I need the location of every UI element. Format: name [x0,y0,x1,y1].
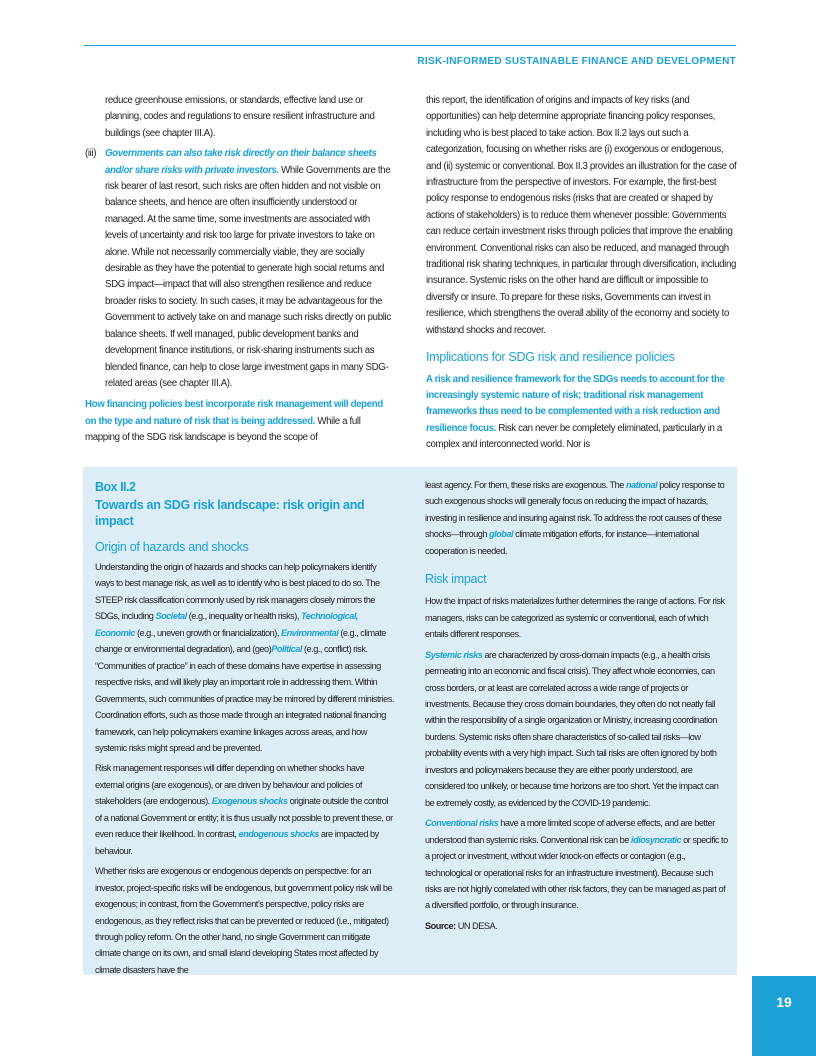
box-title: Towards an SDG risk landscape: risk origin and impact [95,498,365,528]
term-systemic-risks: Systemic risks [425,649,483,660]
text-run: (e.g., uneven growth or financialization), [134,627,281,638]
box-origin-paragraph [95,559,394,756]
text-run: Risk management responses will differ depending on whether shocks have external origins (are exogenous), or are driven by behaviour and policies of stakeholders (are endogenous). [95,763,365,807]
source-label: Source: [425,920,456,931]
continued-paragraph: reduce greenhouse emissions, or standards, effective land use or planning, codes and regulations to ensure resilient infrastructure and buildings (see chapter III.A). [105,95,375,139]
box-subheading-origin: Origin of hazards and shocks [95,540,249,554]
text-run: (e.g., inequality or health risks), [186,611,301,622]
section-heading: Implications for SDG risk and resilience policies [426,350,675,365]
framework-paragraph-lead: A risk and resilience framework for the SDGs needs to account for the increasingly systemic nature of risk; traditional risk management frameworks thus need to be complemented with a risk reduction and resilience focus. [426,373,725,434]
text-run: have a more limited scope of adverse effects, and are better understood than systemic risks. Conventional risk can be [425,818,715,845]
text-run: are characterized by cross-domain impacts (e.g., a health crisis permeating into an economic and fiscal crisis). They affect whole economies, can cross borders, or at least are correlated across a wide range of projects or investments. Because they cross domain boundaries, they often do not neatly fall within the responsibility of a single organization or Ministry, increasing coordination burdens. Systemic risks often share characteristics of so-called tail risks—low probability events with a very high impact. Such tail risks are often ignored by both investors and policymakers because they are either poorly understood, are considered too unlikely, or because time horizons are too short. Yet the impact can be extremely costly, as evidenced by the COVID-19 pandemic. [425,649,719,808]
list-item-number: (iii) [85,148,97,160]
page-number: 19 [776,994,792,1010]
term-exogenous-shocks: Exogenous shocks [211,796,288,807]
text-run: (e.g., climate change or environmental degradation), and (geo) [95,627,386,655]
report-paragraph: this report, the identification of origins and impacts of key risks (and opportunities) can help determine appropriate financing policy responses, including who is best placed to take action. Box II.2 lays out such a categorization, focusing on whether risks are (i) exogenous or endogenous, and (ii) systemic or conventional. Box II.3 provides an illustration for the case of infrastructure from the perspective of investors. For example, the first-best policy response to endogenous risks (risks that are created or shaped by actions of stakeholders) is to reduce them whenever possible: Governments can reduce certain investment risks through policies that improve the enabling environment. Conventional risks can also be reduced, and managed through traditional risk sharing techniques, in particular through diversification, including insurance. Systemic risks on the other hand are difficult or impossible to diversify or insure. To prepare for these risks, Governments can invest in resilience, which strengthens the overall ability of the economy and society to withstand shocks and recover. [426,95,737,336]
box-response-paragraph [95,760,394,859]
term-environmental: Environmental [280,627,339,638]
term-societal: Societal [155,611,187,622]
text-run: climate mitigation efforts, for instance—international cooperation is needed. [425,529,699,556]
box-agency-paragraph [425,477,728,559]
list-item-lead: Governments can also take risk directly on their balance sheets and/or share risks with private investors. [105,148,377,176]
box-label: Box II.2 [95,480,136,494]
text-run: least agency. For them, these risks are exogenous. The [425,480,626,490]
term-idiosyncratic: idiosyncratic [630,834,682,845]
term-endogenous-shocks: endogenous shocks [238,829,319,840]
term-technological-economic: Technological, Economic [95,611,358,638]
mapping-paragraph-text: While a full mapping of the SDG risk landscape is beyond the scope of [85,415,361,444]
term-conventional-risks: Conventional risks [425,818,499,829]
term-political: Political [271,644,302,655]
mapping-paragraph-lead: How financing policies best incorporate risk management will depend on the type and nature of risk that is being addressed. [85,399,383,427]
box-ii-2 [83,467,737,975]
text-run: Understanding the origin of hazards and shocks can help policymakers identify ways to best manage risk, as well as to identify who is best placed to do so. The STEEP risk classification commonly used by risk managers closely mirrors the SDGs, including [95,562,380,622]
box-impact-paragraph: How the impact of risks materializes further determines the range of actions. For risk managers, risks can be categorized as systemic or conventional, each of which entails different responses. [425,596,725,640]
box-left-column [95,479,394,978]
framework-paragraph-text: Risk can never be completely eliminated, particularly in a complex and interconnected world. Nor is [426,422,722,451]
list-item-iii [85,146,392,392]
box-subheading-impact: Risk impact [425,572,487,587]
box-conventional-paragraph [425,815,728,914]
header-rule [84,45,736,46]
box-systemic-paragraph [425,647,728,812]
framework-paragraph [426,372,737,454]
text-run: originate outside the control of a national Government or entity; it is thus usually not possible to prevent these, or even reduce their likelihood. In contrast, [95,796,393,840]
box-perspective-paragraph: Whether risks are exogenous or endogenous depends on perspective: for an investor, project-specific risks will be endogenous, but government policy risk will be exogenous; in contrast, from the Government’s perspective, policy risks are endogenous, as they reflect risks that can be prevented or reduced (i.e., mitigated) through policy reform. On the other hand, no single Government can mitigate climate change on its own, and small island developing States most affected by climate disasters have the [95,866,393,975]
text-run: (e.g., conflict) risk. “Communities of practice” in each of these domains have expertise in assessing respective risks, and will likely play an important role in addressing them. Within Governments, such communities of practice may be mirrored by different ministries. Coordination efforts, such as those made through an integrated national financing framework, can help policymakers examine linkages across areas, and how systemic risks might spread and be prevented. [95,644,394,753]
list-item-text: While Governments are the risk bearer of last resort, such risks are often hidden and not visible on balance sheets, and hence are often insufficiently understood or managed. At the same time, some investments are associated with levels of uncertainty and risk too large for private investors to take on alone. While not necessarily commercially viable, they are socially desirable as they have the potential to generate high social returns and SDG impact—impact that will also strengthen resilience and reduce broader risks to society. In such cases, it may be advantageous for the Government to actively take on and manage such risks directly on public balance sheets. If well managed, public development banks and development finance institutions, or risk-sharing instruments such as blended finance, can help to close large investment gaps in many SDG-related areas (see chapter III.A). [105,164,391,389]
text-run: or specific to a project or investment, without wider knock-on effects or contagion (e.g., technological or operational risks for an infrastructure investment). Because such risks are not highly correlated with other risk factors, they can be managed as part of a diversified portfolio, or through insurance. [425,834,728,911]
box-right-column [425,477,728,934]
term-national: national [625,480,658,490]
right-column [426,93,737,454]
page-number-tab [752,976,816,1056]
source-text: UN DESA. [455,920,498,931]
box-source-note [425,918,728,934]
text-run: are impacted by behaviour. [95,829,379,856]
text-run: policy response to such exogenous shocks will generally focus on reducing the impact of hazards, investing in resilience and insuring against risk. To address the root causes of these shocks—through [425,480,725,540]
running-header: RISK-INFORMED SUSTAINABLE FINANCE AND DEVELOPMENT [417,56,736,67]
mapping-paragraph [85,397,392,446]
left-column [85,93,392,447]
term-global: global [489,529,514,540]
